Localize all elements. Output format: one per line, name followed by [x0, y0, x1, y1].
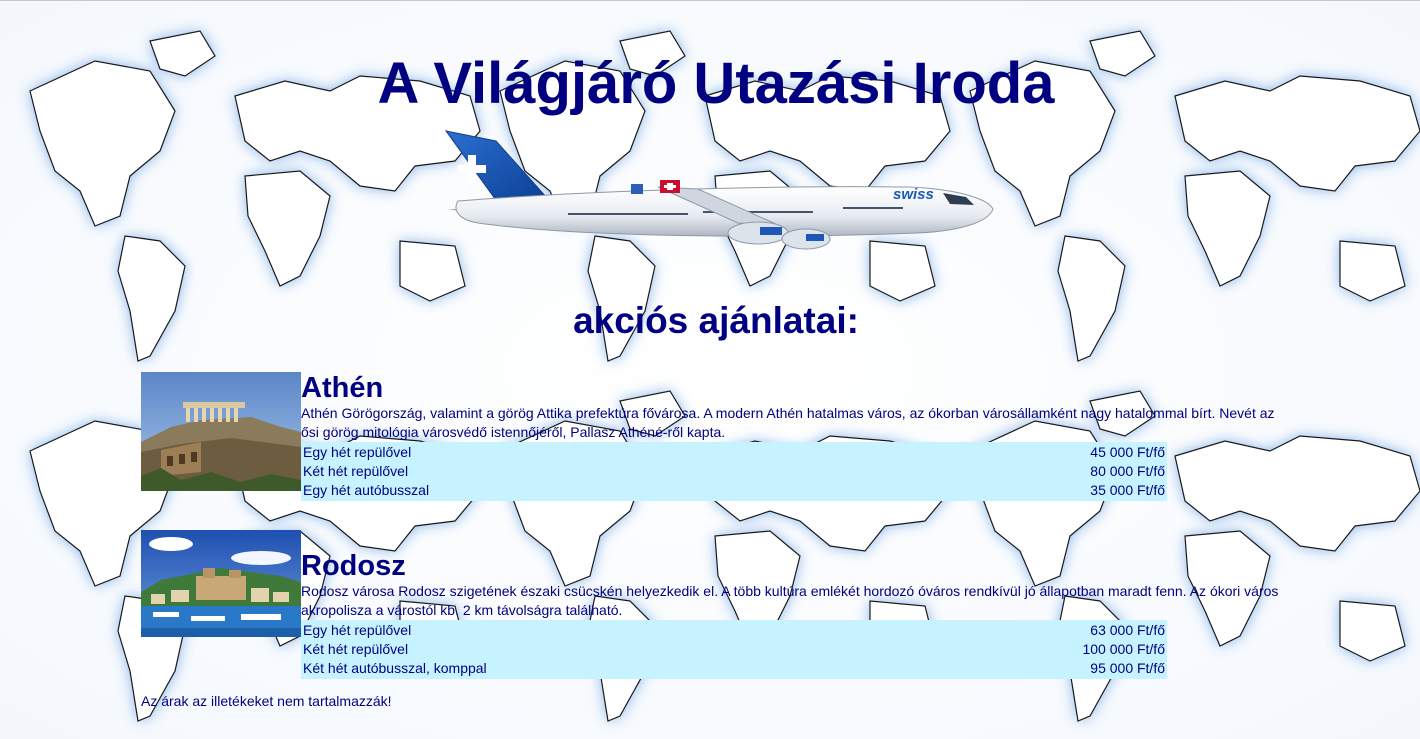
price-option-label: Egy hét repülővel: [303, 444, 412, 460]
table-row: [303, 463, 1165, 480]
price-value: 63 000 Ft/fő: [1090, 622, 1165, 638]
table-row: [303, 444, 1165, 461]
price-table: [301, 620, 1167, 679]
price-value: 80 000 Ft/fő: [1090, 463, 1165, 479]
price-table: [301, 442, 1167, 501]
airplane-image: [438, 127, 998, 257]
price-value: 45 000 Ft/fő: [1090, 444, 1165, 460]
page-subtitle: akciós ajánlatai:: [573, 300, 859, 341]
table-row: [303, 641, 1165, 658]
price-option-label: Két hét repülővel: [303, 641, 409, 657]
price-value: 100 000 Ft/fő: [1082, 641, 1165, 657]
table-row: [303, 482, 1165, 499]
athens-photo: [141, 372, 301, 491]
price-option-label: Egy hét autóbusszal: [303, 482, 430, 498]
page-title: A Világjáró Utazási Iroda: [377, 51, 1055, 116]
city-description: Athén Görögország, valamint a görög Attika prefektúra fővárosa. A modern Athén hatalmas város, az ókorban városállamként nagy hatalommal bírt. Nevét az ősi görög mitológia városvédő istennőjéről, Pallasz Athéné-ről kapta.: [301, 405, 1275, 440]
price-option-label: Két hét autóbusszal, komppal: [303, 660, 487, 676]
price-disclaimer: Az árak az illetékeket nem tartalmazzák!: [141, 693, 392, 709]
city-title: Athén: [301, 372, 384, 404]
table-row: [303, 660, 1165, 677]
table-row: [303, 622, 1165, 639]
price-value: 35 000 Ft/fő: [1090, 482, 1165, 498]
plane-brand-text: swiss: [893, 186, 934, 203]
city-description: Rodosz városa Rodosz szigetének északi csücskén helyezkedik el. A több kultúra emlékét hordozó óváros rendkívül jó állapotban maradt fenn. Az ókori város akropolisza a várostól kb. 2 km távolságra található.: [301, 583, 1279, 618]
rhodes-photo: [141, 530, 301, 637]
city-title: Rodosz: [301, 550, 406, 582]
price-option-label: Két hét repülővel: [303, 463, 409, 479]
price-option-label: Egy hét repülővel: [303, 622, 412, 638]
price-value: 95 000 Ft/fő: [1090, 660, 1165, 676]
